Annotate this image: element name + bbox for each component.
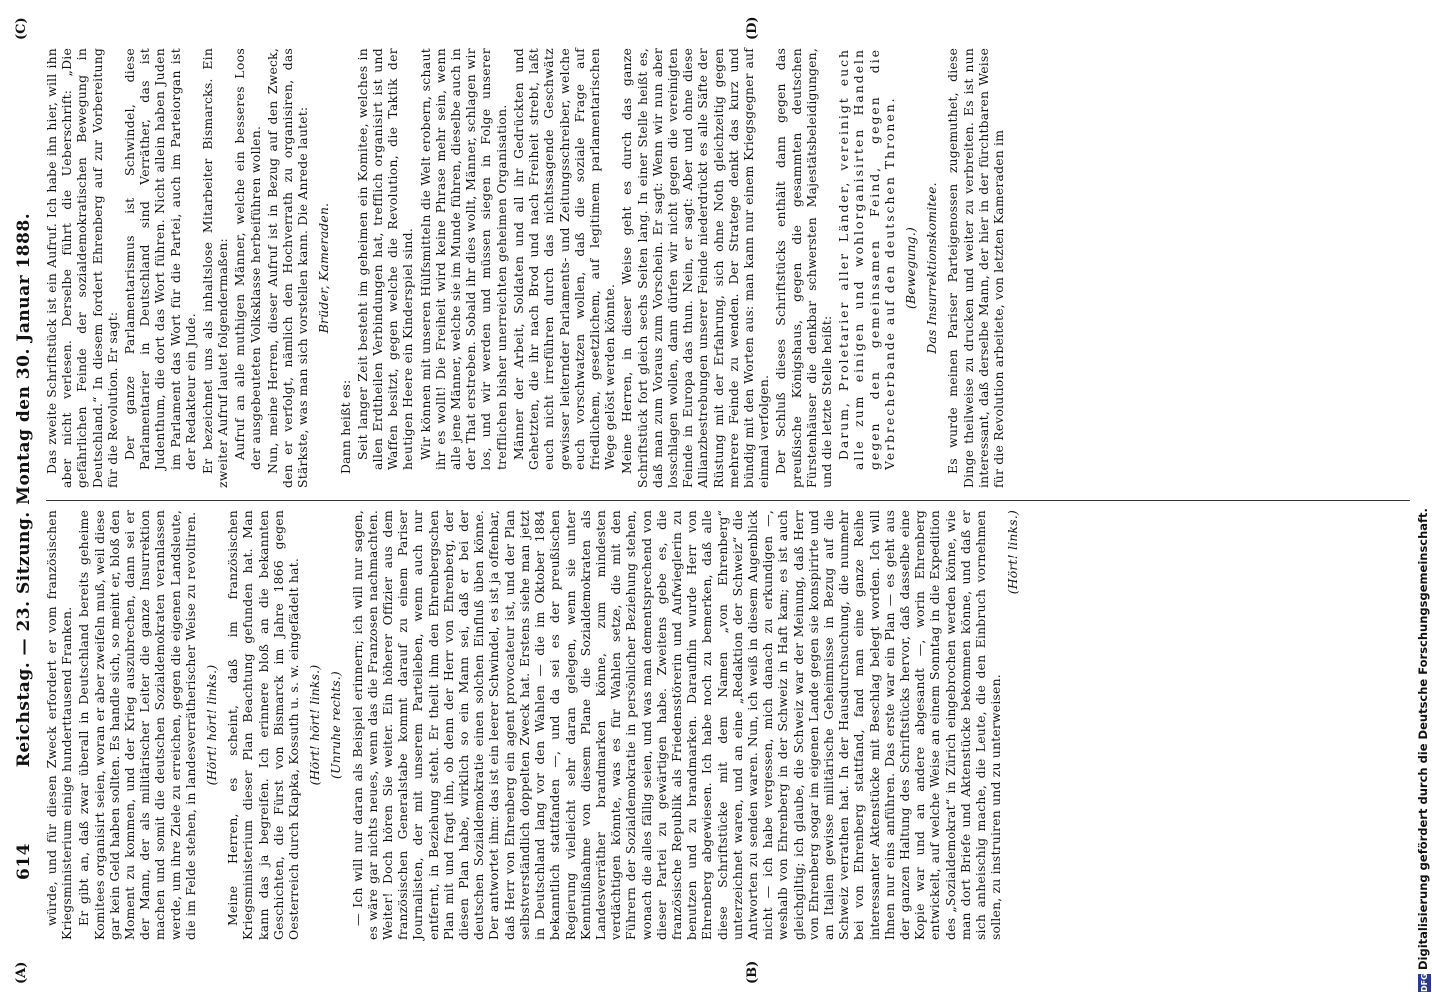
quoted-paragraph: Seit langer Zeit besteht im geheimen ein Komitee, welches in allen Erdtheilen Verbindungen hat, trefflich organisirt ist und Waffen besitzt, gegen welche die Revolution, die Taktik der heutigen Heere ein Kinderspiel sind. bbox=[354, 48, 416, 470]
left-column bbox=[44, 510, 1416, 940]
paragraph: Er bezeichnet uns als inhaltslose Mitarbeiter Bismarcks. Ein zweiter Aufruf lautet folgendermaßen: bbox=[200, 48, 231, 488]
interjection: (Hört! hört! links.) bbox=[307, 664, 323, 786]
dfg-logo: DFG bbox=[1420, 973, 1429, 992]
paragraph: Er gibt an, daß zwar überall in Deutschland bereits geheime Komitees organisirt seien, woran er aber zweifeln muß, weil diese gar kein Geld haben sollten. Es handle sich, so meint er, bloß den Moment zu kommen, und der Krieg auszubrechen, dann sei er der Mann, der als militärischer Leiter die ganze Insurrektion machen und somit die deutschen Sozialdemokraten veranlassen werde, um ihre Ziele zu erreichen, gegen die eigenen Landsleute, die im Felde stehen, in landesverrätherischer Weise zu revoltiren. bbox=[76, 510, 198, 940]
margin-mark-c: (C) bbox=[14, 17, 29, 40]
quoted-paragraph: Der ganze Parlamentarismus ist Schwindel, diese Parlamentarier in Deutschland sind Verräther, das ist Judenthum, die dort das Wort führen. Nicht allein haben Juden im Parlament das Wort für die Partei, auch im Parteiorgan ist der Redakteur ein Jude. bbox=[122, 48, 198, 470]
quoted-paragraph: Aufruf an alle muthigen Männer, welche ein besseres Loos der ausgebeuteten Volksklasse herbeiführen wollen. bbox=[232, 48, 263, 470]
quoted-paragraph: Wir können mit unseren Hülfsmitteln die Welt erobern, schaut ihr es wollt! Die Freiheit wird keine Phrase mehr sein, wenn alle jene Männer, welche sie im Munde führen, dieselbe auch in der That erstreben. Sobald ihr dies wollt, Männer, schlagen wir los, und wir werden und müssen siegen in Folge unserer trefflichen bisher unerreichten geheimen Organisation. bbox=[417, 48, 509, 470]
paragraph: Es wurde meinen Pariser Parteigenossen zugemuthet, diese Dinge theilweise zu drucken und weiter zu verbreiten. Es ist nun interessant, daß derselbe Mann, der hier in der fürchtbaren Weise für die Revolution arbeitete, von letzten Kameraden im bbox=[945, 48, 1006, 488]
right-column bbox=[44, 48, 1416, 488]
interjection: (Unruhe rechts.) bbox=[328, 671, 344, 779]
paragraph: würde, und für diesen Zweck erfordert er vom französischen Kriegsministerium einige hunderttausend Franken. bbox=[44, 510, 75, 940]
paragraph: Der Schluß dieses Schriftstücks enthält dann gegen das preußische Königshaus, gegen die gesammten deutschen Fürstenhäuser die denkbar schwersten Majestätsbeleidigungen, und die letzte Stelle heißt: bbox=[773, 48, 834, 488]
paragraph: Meine Herren, es scheint, daß im französischen Kriegsministerium dieser Plan Beachtung gefunden hat. Man kann das ja begreifen. Ich erinnere bloß an die bekannten Geschichten, die Fürst von Bismarck im Jahre 1866 gegen Oesterreich durch Klapka, Kossuth u. s. w. eingefädelt hat. bbox=[225, 510, 302, 940]
interjection: Brüder, Kameraden. bbox=[316, 202, 332, 334]
margin-mark-b: (B) bbox=[745, 960, 760, 984]
interjection: Das Insurrektionskomitee. bbox=[924, 182, 940, 354]
quoted-paragraph: Darum, Proletarier aller Länder, vereinigt euch alle zum einigen und wohlorganisirten Handeln gegen den gemeinsamen Feind, gegen die Verbrecherbande auf den deutschen Thronen. bbox=[836, 48, 897, 470]
interjection: (Hört! hört! links.) bbox=[204, 664, 220, 786]
interjection: (Bewegung.) bbox=[902, 227, 918, 310]
paragraph: Dann heißt es: bbox=[337, 379, 353, 474]
column-divider bbox=[46, 500, 1410, 501]
page-number: 614 bbox=[14, 843, 34, 880]
paragraph: Meine Herren, in dieser Weise geht es durch das ganze Schriftstück fort gleich sechs Seiten lang. In einer Stelle heißt es, daß man zum Voraus zum Vorschein. Er sagt: Wenn wir nun aber losschlagen wollen, dann dürfen wir nicht gegen die vereinigten Feinde in Europa das thun. Nein, er sagt: Aber und ohne diese Allianzbestrebungen unserer Feinde niederdrückt es alle Säfte der Rüstung mit der Erfahrung, sich ohne Noth gleichzeitig gegen mehrere Feinde zu wenden. Der Stratege denkt das kurz und bündig mit den Worten aus: man kann nur einem Kriegsgegner auf einmal verfolgen. bbox=[619, 48, 772, 488]
interjection: (Hört! links.) bbox=[1005, 510, 1021, 595]
page-title: Reichstag. — 23. Sitzung. Montag den 30. Januar 1888. bbox=[14, 212, 34, 768]
quoted-paragraph: Männer der Arbeit, Soldaten und all ihr Gedrückten und Gehetzten, die ihr nach Brod und nach Freiheit strebt, laßt euch nicht irreführen durch das nichtssagende Geschwätz gewisser leiternder Parlaments- und Zeitungsschreiber, welche euch vorschwatzen wollen, daß die soziale Frage auf friedlichem, gesetzlichem, auf legitimem parlamentarischen Wege gelöst werden könnte. bbox=[510, 48, 618, 470]
paragraph: Das zweite Schriftstück ist ein Aufruf. Ich habe ihn hier, will ihn aber nicht verlesen. Derselbe führt die Ueberschrift: „Die gefährlichen Feinde der sozialdemokratischen Bewegung in Deutschland.“ In diesem fordert Ehrenberg auf zur Vorbereitung für die Revolution. Er sagt: bbox=[44, 48, 120, 488]
page-footer bbox=[1416, 1, 1432, 996]
paragraph: — Ich will nur daran als Beispiel erinnern; ich will nur sagen, es wäre gar nichts neues, wenn das die Franzosen nachmachten. Weiter! Doch hören Sie weiter. Ein höherer Offizier aus dem französischen Generalstabe kommt darauf zu einem Pariser Journalisten, der mit unserem Parteileben, wenn auch nur entfernt, in Beziehung steht. Er theilt ihm den Ehrenbergschen Plan mit und fragt ihn, ob denn der Herr von Ehrenberg, der diesen Plan habe, wirklich so ein Mann sei, daß er bei der deutschen Sozialdemokratie einen solchen Einfluß üben könne. Der antwortet ihm: das ist ein leerer Schwindel, es ist ja offenbar, daß Herr von Ehrenberg ein agent provocateur ist, und der Plan selbstverständlich doppelten Zweck hat. Erstens siehe man jetzt in Deutschland lang vor den Wahlen — die im Oktober 1884 bekanntlich stattfanden —, und da sei es der preußischen Regierung vielleicht sehr daran gelegen, wenn sie unter Kenntnißnahme von diesem Plane die Sozialdemokraten als Landesverräther brandmarken könne, zum mindesten verdächtigen könnte, was es für Wahlen setze, die mit den Führern der Sozialdemokratie in persönlicher Beziehung stehen, wonach die alles fällig seien, und was man dementsprechend von dieser Partei zu gewärtigen habe. Zweitens gebe es, die französische Republik als Friedensstörerin und Aufwieglerin zu benutzen und zu brandmarken. Daraufhin wurde Herr von Ehrenberg abgewiesen. Ich habe noch zu bemerken, daß alle diese Schriftstücke mit dem Namen „von Ehrenberg“ unterzeichnet waren, und an eine „Redaktion der Schweiz“ die Antworten zu senden waren. Nun, ich weiß in diesem Augenblick nicht — ich habe vergessen, mich danach zu erkundigen —, weshalb von Ehrenberg in der Schweiz in Haft kam; es ist auch gleichgiltig; ich glaube, die Schweiz war der Meinung, daß Herr von Ehrenberg sogar im eigenen Lande gegen sie konspirirte und an Italien gewisse militärische Geheimnisse in Bezug auf die Schweiz verrathen hat. In der Hausdurchsuchung, die nunmehr bei von Ehrenberg stattfand, fand man eine ganze Reihe interessanter Aktenstücke mit Beschlag belegt worden. Ich will Ihnen nur eins anführen. Das erste war ein Plan — es geht aus der ganzen Haltung des Schriftstücks hervor, daß dasselbe eine Kopie war und an andere abgesandt —, worin Ehrenberg entwickelt, auf welche Weise an einem Sonntag in die Expedition des „Sozialdemokrat“ in Zürich eingebrochen werden könne, wie man dort Briefe und Aktenstücke bekommen könne, und daß er sich anheischig mache, die Leute, die den Einbruch vornehmen sollen, zu instruiren und zu unterweisen. bbox=[349, 510, 1004, 940]
page-header bbox=[14, 40, 40, 940]
margin-mark-d: (D) bbox=[745, 16, 760, 40]
footer-text: Digitalisierung gefördert durch die Deutsche Forschungsgemeinschaft. bbox=[1416, 508, 1430, 970]
margin-mark-a: (A) bbox=[14, 961, 29, 984]
paragraph: Nun, meine Herren, dieser Aufruf ist in Bezug auf den Zweck, den er verfolgt, nämlich den Hochverrath zu organisiren, das Stärkste, was man sich vorstellen kann. Die Anrede lautet: bbox=[264, 48, 311, 488]
